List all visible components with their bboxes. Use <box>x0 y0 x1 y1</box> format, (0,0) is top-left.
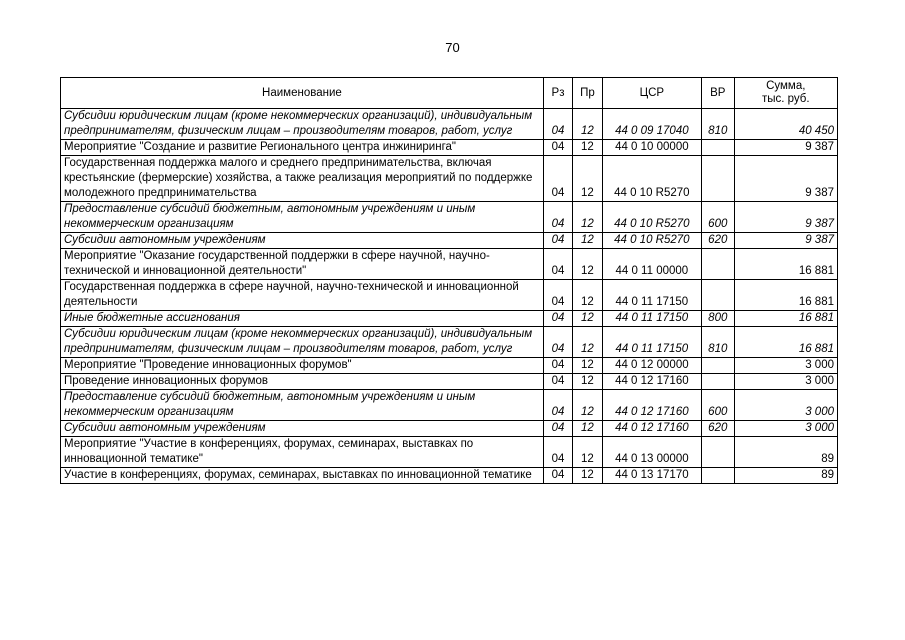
cell-name: Государственная поддержка в сфере научной, научно-технической и инновационной деятельности <box>61 280 544 311</box>
cell-rz: 04 <box>543 280 572 311</box>
cell-rz: 04 <box>543 109 572 140</box>
cell-name: Субсидии автономным учреждениям <box>61 233 544 249</box>
cell-name: Предоставление субсидий бюджетным, автономным учреждениям и иным некоммерческим организациям <box>61 390 544 421</box>
cell-pr: 12 <box>573 233 602 249</box>
cell-pr: 12 <box>573 421 602 437</box>
table-row <box>61 437 838 468</box>
cell-vr: 600 <box>702 390 734 421</box>
cell-vr: 620 <box>702 421 734 437</box>
cell-sum: 9 387 <box>734 156 838 202</box>
cell-csr: 44 0 10 00000 <box>602 140 701 156</box>
cell-csr: 44 0 13 00000 <box>602 437 701 468</box>
cell-sum: 3 000 <box>734 374 838 390</box>
table-body <box>61 109 838 484</box>
cell-csr: 44 0 12 17160 <box>602 421 701 437</box>
table-row <box>61 421 838 437</box>
cell-sum: 40 450 <box>734 109 838 140</box>
cell-pr: 12 <box>573 390 602 421</box>
cell-rz: 04 <box>543 358 572 374</box>
cell-csr: 44 0 11 00000 <box>602 249 701 280</box>
budget-table <box>60 77 838 484</box>
cell-vr: 620 <box>702 233 734 249</box>
cell-vr: 810 <box>702 109 734 140</box>
cell-csr: 44 0 09 17040 <box>602 109 701 140</box>
cell-pr: 12 <box>573 358 602 374</box>
table-row <box>61 311 838 327</box>
cell-name: Участие в конференциях, форумах, семинарах, выставках по инновационной тематике <box>61 468 544 484</box>
cell-pr: 12 <box>573 249 602 280</box>
cell-rz: 04 <box>543 468 572 484</box>
cell-sum: 9 387 <box>734 202 838 233</box>
cell-pr: 12 <box>573 109 602 140</box>
header-rz: Рз <box>543 78 572 109</box>
cell-sum: 89 <box>734 468 838 484</box>
cell-vr <box>702 437 734 468</box>
cell-rz: 04 <box>543 202 572 233</box>
cell-csr: 44 0 13 17170 <box>602 468 701 484</box>
cell-pr: 12 <box>573 140 602 156</box>
cell-rz: 04 <box>543 421 572 437</box>
table-row <box>61 249 838 280</box>
header-csr: ЦСР <box>602 78 701 109</box>
cell-sum: 9 387 <box>734 140 838 156</box>
cell-rz: 04 <box>543 437 572 468</box>
table-row <box>61 327 838 358</box>
cell-vr <box>702 156 734 202</box>
cell-name: Мероприятие "Оказание государственной поддержки в сфере научной, научно-технической и инновационной деятельности" <box>61 249 544 280</box>
cell-csr: 44 0 10 R5270 <box>602 202 701 233</box>
cell-pr: 12 <box>573 202 602 233</box>
page-number: 70 <box>445 40 460 55</box>
cell-pr: 12 <box>573 327 602 358</box>
cell-csr: 44 0 12 17160 <box>602 374 701 390</box>
cell-rz: 04 <box>543 233 572 249</box>
cell-rz: 04 <box>543 156 572 202</box>
header-pr: Пр <box>573 78 602 109</box>
cell-name: Предоставление субсидий бюджетным, автономным учреждениям и иным некоммерческим организациям <box>61 202 544 233</box>
cell-sum: 3 000 <box>734 390 838 421</box>
cell-vr <box>702 140 734 156</box>
cell-csr: 44 0 10 R5270 <box>602 156 701 202</box>
cell-vr <box>702 468 734 484</box>
table-row <box>61 390 838 421</box>
header-sum <box>734 78 838 109</box>
cell-name: Мероприятие "Проведение инновационных форумов" <box>61 358 544 374</box>
cell-name: Субсидии юридическим лицам (кроме некоммерческих организаций), индивидуальным предпринимателям, физическим лицам – производителям товаров, работ, услуг <box>61 327 544 358</box>
cell-vr: 810 <box>702 327 734 358</box>
table-row <box>61 109 838 140</box>
cell-vr: 600 <box>702 202 734 233</box>
table-row <box>61 202 838 233</box>
cell-sum: 16 881 <box>734 327 838 358</box>
cell-rz: 04 <box>543 140 572 156</box>
cell-sum: 16 881 <box>734 249 838 280</box>
cell-vr <box>702 280 734 311</box>
table-row <box>61 280 838 311</box>
cell-pr: 12 <box>573 156 602 202</box>
cell-csr: 44 0 11 17150 <box>602 327 701 358</box>
cell-pr: 12 <box>573 280 602 311</box>
cell-name: Субсидии юридическим лицам (кроме некоммерческих организаций), индивидуальным предпринимателям, физическим лицам – производителям товаров, работ, услуг <box>61 109 544 140</box>
cell-vr <box>702 358 734 374</box>
cell-name: Проведение инновационных форумов <box>61 374 544 390</box>
cell-pr: 12 <box>573 437 602 468</box>
table-row <box>61 156 838 202</box>
cell-name: Мероприятие "Создание и развитие Регионального центра инжиниринга" <box>61 140 544 156</box>
cell-pr: 12 <box>573 311 602 327</box>
cell-pr: 12 <box>573 374 602 390</box>
cell-sum: 9 387 <box>734 233 838 249</box>
cell-name: Субсидии автономным учреждениям <box>61 421 544 437</box>
cell-sum: 16 881 <box>734 280 838 311</box>
cell-vr: 800 <box>702 311 734 327</box>
cell-rz: 04 <box>543 390 572 421</box>
table-header-row <box>61 78 838 109</box>
header-sum-line1: Сумма, <box>766 80 806 92</box>
header-sum-line2: тыс. руб. <box>761 93 810 105</box>
cell-sum: 3 000 <box>734 358 838 374</box>
header-name: Наименование <box>61 78 544 109</box>
cell-rz: 04 <box>543 311 572 327</box>
cell-pr: 12 <box>573 468 602 484</box>
table-row <box>61 233 838 249</box>
cell-vr <box>702 374 734 390</box>
cell-name: Государственная поддержка малого и среднего предпринимательства, включая крестьянские (фермерские) хозяйства, а также реализация мероприятий по поддержке молодежного предпринимательства <box>61 156 544 202</box>
cell-name: Мероприятие "Участие в конференциях, форумах, семинарах, выставках по инновационной тематике" <box>61 437 544 468</box>
cell-sum: 3 000 <box>734 421 838 437</box>
cell-rz: 04 <box>543 374 572 390</box>
table-row <box>61 140 838 156</box>
cell-vr <box>702 249 734 280</box>
table-row <box>61 468 838 484</box>
cell-csr: 44 0 12 17160 <box>602 390 701 421</box>
table-row <box>61 374 838 390</box>
cell-csr: 44 0 11 17150 <box>602 311 701 327</box>
cell-name: Иные бюджетные ассигнования <box>61 311 544 327</box>
table-row <box>61 358 838 374</box>
cell-csr: 44 0 10 R5270 <box>602 233 701 249</box>
cell-rz: 04 <box>543 327 572 358</box>
header-vr: ВР <box>702 78 734 109</box>
cell-sum: 89 <box>734 437 838 468</box>
cell-csr: 44 0 11 17150 <box>602 280 701 311</box>
cell-sum: 16 881 <box>734 311 838 327</box>
cell-rz: 04 <box>543 249 572 280</box>
cell-csr: 44 0 12 00000 <box>602 358 701 374</box>
